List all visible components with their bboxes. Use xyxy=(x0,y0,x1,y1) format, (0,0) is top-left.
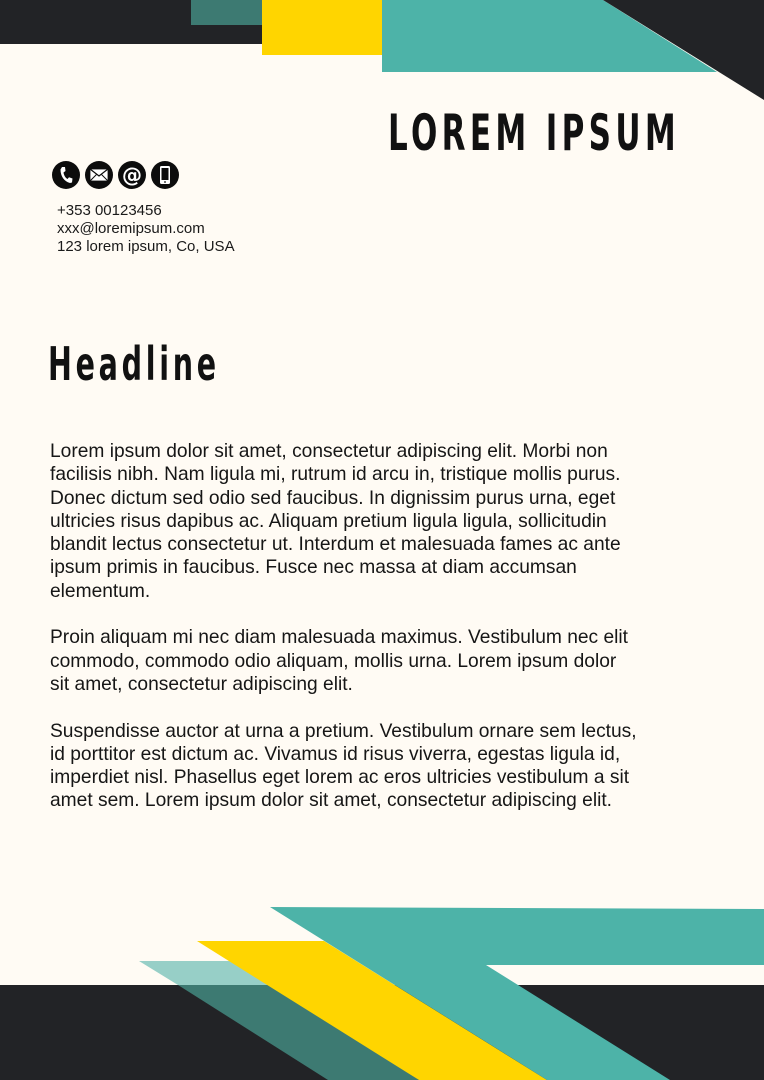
mobile-phone-icon xyxy=(151,161,179,189)
paragraph-3: Suspendisse auctor at urna a pretium. Vestibulum ornare sem lectus, id porttitor est dictum ac. Vivamus id risus viverra, egestas ligula id, imperdiet nisl. Phasellus eget lorem ac eros ultricies vestibulum a sit amet sem. Lorem ipsum dolor sit amet, consectetur adipiscing elit. xyxy=(50,720,637,812)
phone-icon xyxy=(52,161,80,189)
headline: Headline xyxy=(48,337,220,391)
contact-info xyxy=(57,202,235,256)
contact-email: xxx@loremipsum.com xyxy=(57,220,205,237)
contact-phone: +353 00123456 xyxy=(57,202,162,219)
contact-icons xyxy=(52,161,179,189)
at-sign-icon: @ xyxy=(118,161,146,189)
document-title: LOREM IPSUM xyxy=(388,104,681,162)
body-text xyxy=(50,440,640,836)
envelope-icon xyxy=(85,161,113,189)
contact-address: 123 lorem ipsum, Co, USA xyxy=(57,238,235,255)
top-dark-teal-block xyxy=(191,0,262,25)
paragraph-2: Proin aliquam mi nec diam malesuada maximus. Vestibulum nec elit commodo, commodo odio aliquam, mollis urna. Lorem ipsum dolor sit amet, consectetur adipiscing elit. xyxy=(50,627,629,695)
paragraph-1: Lorem ipsum dolor sit amet, consectetur adipiscing elit. Morbi non facilisis nibh. Nam ligula mi, rutrum id arcu in, tristique mollis purus. Donec dictum sed odio sed faucibus. In dignissim purus urna, eget ultricies risus dapibus ac. Aliquam pretium ligula ligula, sollicitudin blandit lectus consectetur ut. Interdum et malesuada fames ac ante ipsum primis in faucibus. Fusce nec massa at diam accumsan elementum. xyxy=(50,441,621,602)
top-yellow-block xyxy=(262,0,382,55)
